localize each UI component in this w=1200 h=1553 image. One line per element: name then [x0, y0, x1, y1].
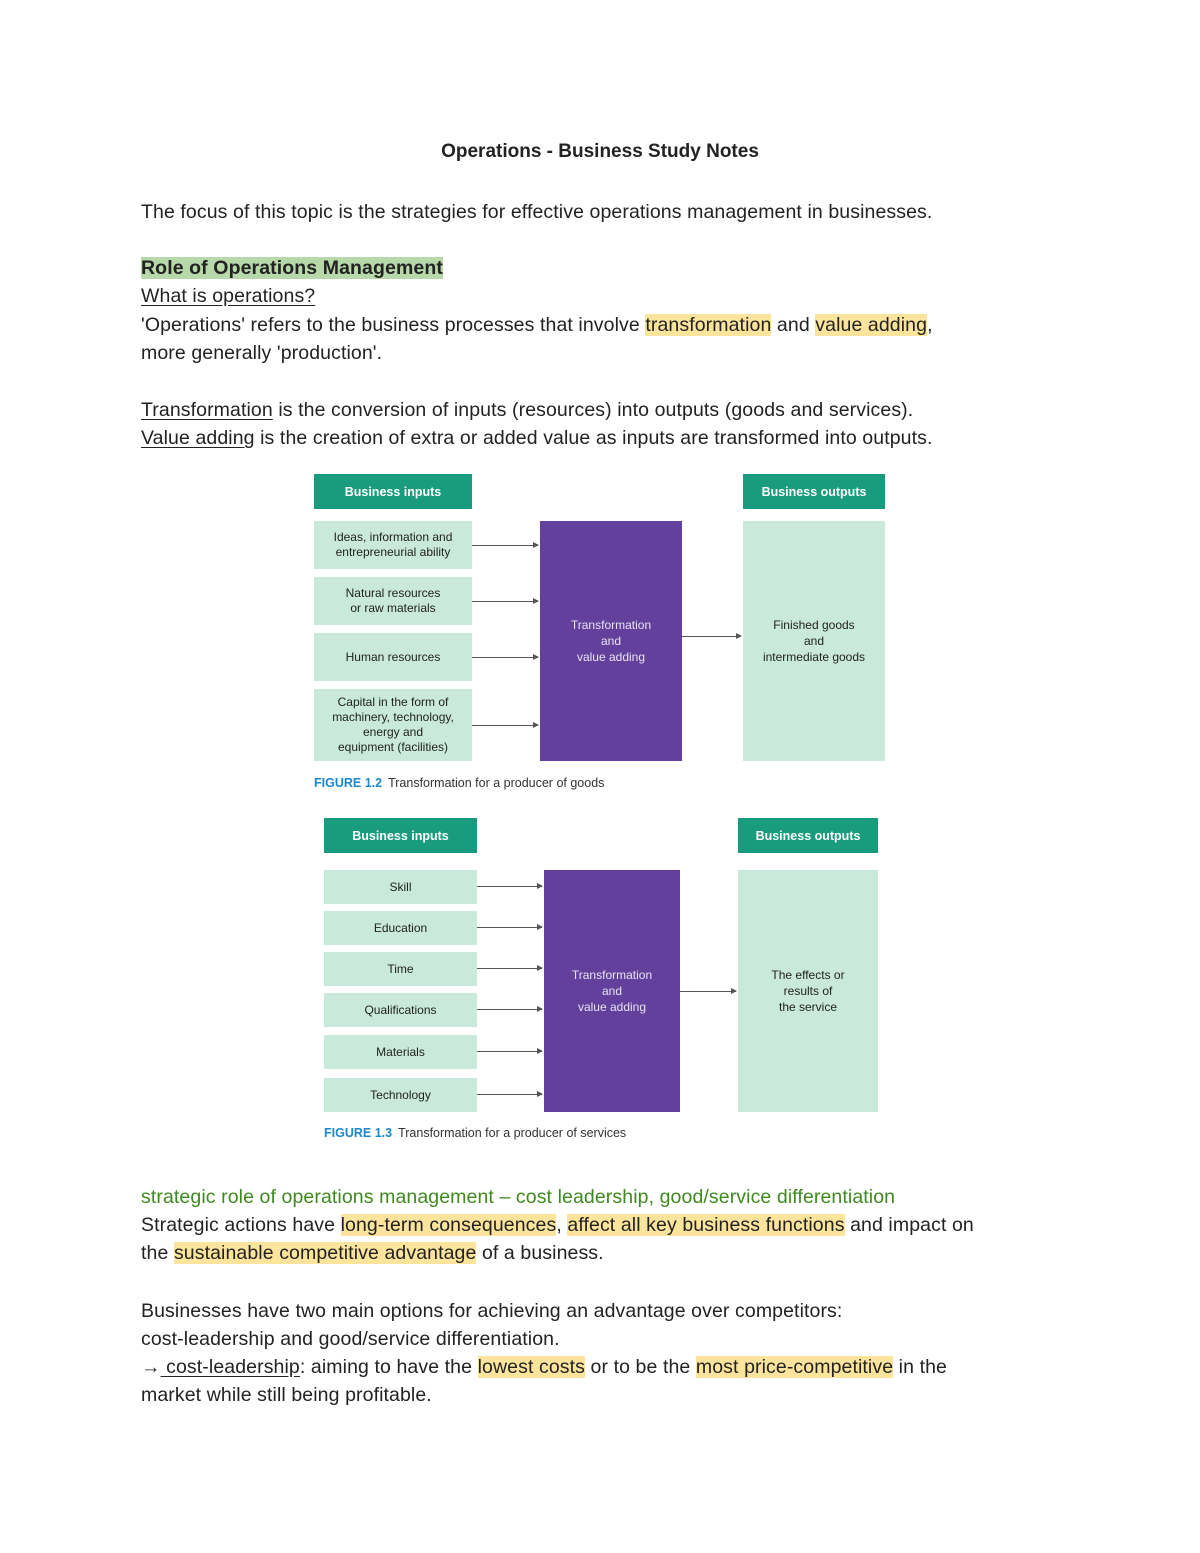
figure-number: FIGURE 1.3 [324, 1126, 393, 1140]
figure-goods-input-box: Human resources [314, 633, 472, 681]
subheading-text: What is operations? [141, 285, 316, 307]
arrow-icon [477, 1094, 542, 1095]
options-line1: Businesses have two main options for achieving an advantage over competitors: [141, 1300, 843, 1322]
highlight-lowest-costs: lowest costs [477, 1356, 585, 1378]
figure-caption-text: Transformation for a producer of goods [388, 776, 605, 790]
arrow-icon [682, 636, 741, 637]
figure-services-caption [324, 1126, 626, 1140]
arrow-icon [472, 545, 538, 546]
figure-services-input-box: Skill [324, 870, 477, 904]
figure-services-input-box: Time [324, 952, 477, 986]
section-heading [141, 254, 443, 282]
figure-goods-process-box: Transformation and value adding [540, 521, 682, 761]
text-segment: , [556, 1214, 568, 1236]
operations-definition-line1 [141, 311, 933, 339]
text-segment: the [141, 1242, 174, 1264]
figure-goods-input-box: Natural resources or raw materials [314, 577, 472, 625]
figure-caption-text: Transformation for a producer of services [398, 1126, 627, 1140]
text-segment: Strategic actions have [141, 1214, 341, 1236]
highlight-key-functions: affect all key business functions [567, 1214, 845, 1236]
text-segment: and [771, 314, 816, 336]
arrow-icon [477, 1009, 542, 1010]
transformation-definition [141, 396, 913, 424]
term-cost-leadership: cost-leadership [160, 1356, 300, 1378]
text-segment: is the conversion of inputs (resources) into outputs (goods and services). [272, 399, 914, 421]
figure-services-input-box: Education [324, 911, 477, 945]
figure-goods-input-box: Ideas, information and entrepreneurial ability [314, 521, 472, 569]
figure-goods-output-box: Finished goods and intermediate goods [743, 521, 885, 761]
document-title: Operations - Business Study Notes [441, 141, 759, 162]
text-segment: or to be the [585, 1356, 696, 1378]
intro-paragraph: The focus of this topic is the strategies for effective operations management in businesses. [141, 201, 933, 223]
options-line2: cost-leadership and good/service differentiation. [141, 1328, 560, 1350]
strategic-heading: strategic role of operations management – cost leadership, good/service differentiation [141, 1186, 896, 1208]
arrow-icon [472, 601, 538, 602]
figure-goods-input-box: Capital in the form of machinery, technology, energy and equipment (facilities) [314, 689, 472, 761]
strategic-actions-line1 [141, 1211, 974, 1239]
arrow-icon [477, 927, 542, 928]
text-segment: : aiming to have the [299, 1356, 478, 1378]
figure-services-input-box: Technology [324, 1078, 477, 1112]
arrow-icon [477, 886, 542, 887]
operations-definition-line2: more generally 'production'. [141, 342, 383, 364]
cost-leadership-line1 [141, 1353, 947, 1381]
arrow-icon [477, 1051, 542, 1052]
highlight-price-competitive: most price-competitive [695, 1356, 894, 1378]
text-segment: , [927, 314, 933, 336]
highlight-sustainable-advantage: sustainable competitive advantage [173, 1242, 477, 1264]
figure-services-input-box: Materials [324, 1035, 477, 1069]
section-heading-text: Role of Operations Management [141, 257, 443, 279]
text-segment: and impact on [844, 1214, 974, 1236]
figure-goods-outputs-header: Business outputs [743, 474, 885, 509]
term-transformation: Transformation [141, 399, 273, 421]
figure-goods-inputs-header: Business inputs [314, 474, 472, 509]
figure-services-inputs-header: Business inputs [324, 818, 477, 853]
highlight-transformation: transformation [645, 314, 772, 336]
text-segment: is the creation of extra or added value as inputs are transformed into outputs. [254, 427, 933, 449]
arrow-icon [472, 657, 538, 658]
figure-services-process-box: Transformation and value adding [544, 870, 680, 1112]
figure-services-outputs-header: Business outputs [738, 818, 878, 853]
highlight-value-adding: value adding [815, 314, 928, 336]
arrow-icon [472, 725, 538, 726]
figure-number: FIGURE 1.2 [314, 776, 383, 790]
arrow-icon [477, 968, 542, 969]
text-segment: in the [893, 1356, 947, 1378]
text-segment: 'Operations' refers to the business processes that involve [141, 314, 646, 336]
strategic-actions-line2 [141, 1239, 604, 1267]
value-adding-definition [141, 424, 933, 452]
figure-goods-caption [314, 776, 604, 790]
right-arrow-icon: → [141, 1356, 161, 1378]
subheading [141, 282, 315, 310]
figure-services-output-box: The effects or results of the service [738, 870, 878, 1112]
cost-leadership-line2: market while still being profitable. [141, 1384, 432, 1406]
term-value-adding: Value adding [141, 427, 255, 449]
text-segment: of a business. [476, 1242, 604, 1264]
highlight-long-term: long-term consequences [340, 1214, 557, 1236]
arrow-icon [680, 991, 736, 992]
figure-services-input-box: Qualifications [324, 993, 477, 1027]
